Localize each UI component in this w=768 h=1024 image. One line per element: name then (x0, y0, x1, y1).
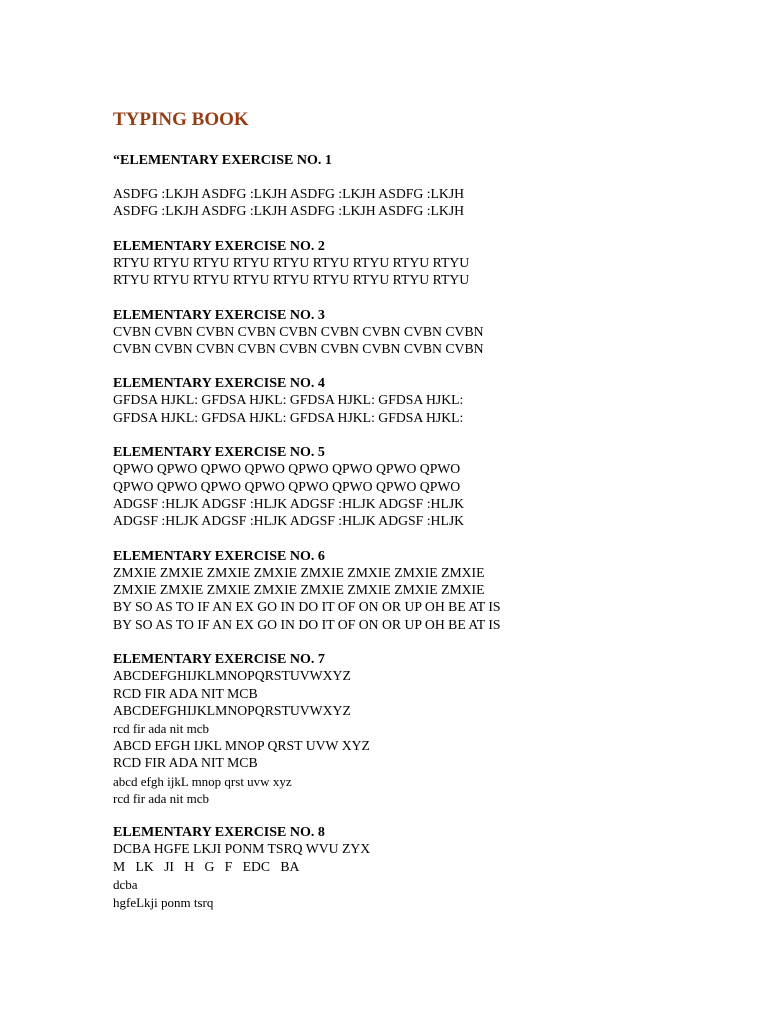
exercise-heading: ELEMENTARY EXERCISE NO. 5 (113, 445, 325, 461)
exercise-line: rcd fir ada nit mcb (113, 790, 210, 806)
exercise-block (113, 824, 673, 911)
document-title: TYPING BOOK (113, 109, 249, 130)
exercise-block (113, 152, 673, 221)
exercise-block (113, 375, 673, 427)
exercise-line: ABCDEFGHIJKLMNOPQRSTUVWXYZ (113, 704, 351, 720)
exercise-line: RCD FIR ADA NIT MCB (113, 686, 258, 702)
exercise-line: CVBN CVBN CVBN CVBN CVBN CVBN CVBN CVBN CVBN (113, 341, 484, 357)
exercise-block (113, 238, 673, 290)
exercise-line: ADGSF :HLJK ADGSF :HLJK ADGSF :HLJK ADGSF :HLJK (113, 514, 465, 530)
exercise-line: RTYU RTYU RTYU RTYU RTYU RTYU RTYU RTYU RTYU (113, 273, 470, 289)
exercise-list (113, 152, 673, 911)
exercise-line: QPWO QPWO QPWO QPWO QPWO QPWO QPWO QPWO (113, 462, 461, 478)
exercise-line: M LK JI H G F EDC BA (113, 859, 300, 875)
exercise-heading: ELEMENTARY EXERCISE NO. 4 (113, 376, 325, 392)
exercise-line: abcd efgh ijkL mnop qrst uvw xyz (113, 773, 292, 789)
exercise-line: GFDSA HJKL: GFDSA HJKL: GFDSA HJKL: GFDSA HJKL: (113, 393, 464, 409)
exercise-line: ABCD EFGH IJKL MNOP QRST UVW XYZ (113, 738, 370, 754)
exercise-line: ZMXIE ZMXIE ZMXIE ZMXIE ZMXIE ZMXIE ZMXIE ZMXIE (113, 565, 485, 581)
exercise-line: ABCDEFGHIJKLMNOPQRSTUVWXYZ (113, 669, 351, 685)
exercise-line: BY SO AS TO IF AN EX GO IN DO IT OF ON OR UP OH BE AT IS (113, 600, 501, 616)
exercise-heading: ELEMENTARY EXERCISE NO. 6 (113, 548, 325, 564)
exercise-line: CVBN CVBN CVBN CVBN CVBN CVBN CVBN CVBN CVBN (113, 324, 484, 340)
exercise-heading: ELEMENTARY EXERCISE NO. 3 (113, 307, 325, 323)
exercise-heading: ELEMENTARY EXERCISE NO. 8 (113, 825, 325, 841)
exercise-line: rcd fir ada nit mcb (113, 721, 210, 737)
exercise-block (113, 548, 673, 635)
exercise-line: QPWO QPWO QPWO QPWO QPWO QPWO QPWO QPWO (113, 479, 461, 495)
exercise-line: GFDSA HJKL: GFDSA HJKL: GFDSA HJKL: GFDSA HJKL: (113, 410, 464, 426)
exercise-heading: “ELEMENTARY EXERCISE NO. 1 (113, 153, 332, 168)
exercise-block (113, 651, 673, 807)
exercise-line: ASDFG :LKJH ASDFG :LKJH ASDFG :LKJH ASDFG :LKJH (113, 187, 465, 202)
exercise-line: ASDFG :LKJH ASDFG :LKJH ASDFG :LKJH ASDFG :LKJH (113, 204, 465, 220)
exercise-heading: ELEMENTARY EXERCISE NO. 7 (113, 652, 325, 668)
exercise-heading: ELEMENTARY EXERCISE NO. 2 (113, 238, 325, 254)
exercise-block (113, 444, 673, 531)
exercise-line: BY SO AS TO IF AN EX GO IN DO IT OF ON OR UP OH BE AT IS (113, 617, 501, 633)
exercise-block (113, 307, 673, 359)
exercise-line: RCD FIR ADA NIT MCB (113, 756, 258, 772)
exercise-line: dcba (113, 877, 138, 893)
exercise-line: ADGSF :HLJK ADGSF :HLJK ADGSF :HLJK ADGSF :HLJK (113, 496, 465, 512)
document-page (113, 108, 673, 928)
exercise-line: hgfeLkji ponm tsrq (113, 894, 214, 910)
exercise-line: ZMXIE ZMXIE ZMXIE ZMXIE ZMXIE ZMXIE ZMXIE ZMXIE (113, 583, 485, 599)
exercise-line: RTYU RTYU RTYU RTYU RTYU RTYU RTYU RTYU RTYU (113, 255, 470, 271)
exercise-line: DCBA HGFE LKJI PONM TSRQ WVU ZYX (113, 842, 371, 858)
